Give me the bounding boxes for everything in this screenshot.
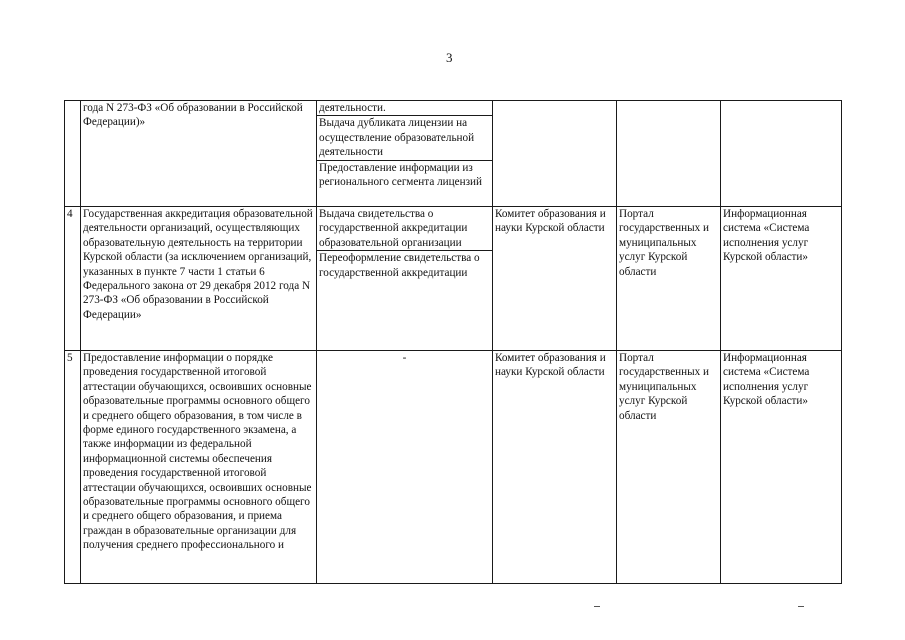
information-system: Информационная система «Система исполнения услуг Курской области» xyxy=(721,351,842,584)
subservice-item: Переоформление свидетельства о государственной аккредитации xyxy=(317,250,492,280)
table-row xyxy=(65,207,842,351)
responsible-organ xyxy=(493,101,617,207)
subservice-item: Выдача дубликата лицензии на осуществление образовательной деятельности xyxy=(317,115,492,159)
subservice-cell xyxy=(317,101,493,207)
portal-cell xyxy=(617,101,721,207)
page-number: 3 xyxy=(446,50,453,65)
subservice-cell xyxy=(317,207,493,351)
responsible-organ: Комитет образования и науки Курской области xyxy=(493,351,617,584)
subservice-item: деятельности. xyxy=(319,102,386,114)
services-table xyxy=(64,100,842,584)
subservice-item: Предоставление информации из регионального сегмента лицензий xyxy=(317,160,492,190)
service-name: года N 273-ФЗ «Об образовании в Российской Федерации)» xyxy=(81,101,317,207)
row-number xyxy=(65,101,81,207)
row-number: 4 xyxy=(65,207,81,351)
scan-speck xyxy=(798,606,804,607)
portal-cell: Портал государственных и муниципальных услуг Курской области xyxy=(617,351,721,584)
subservice-item: Выдача свидетельства о государственной аккредитации образовательной организации xyxy=(319,208,468,249)
scan-speck xyxy=(594,606,600,607)
subservice-dash: - xyxy=(317,351,493,584)
portal-cell: Портал государственных и муниципальных услуг Курской области xyxy=(617,207,721,351)
service-name: Государственная аккредитация образовательной деятельности организаций, осуществляющих образовательную деятельность на территории Курской области (за исключением организаций, указанных в пункте 7 части 1 статьи 6 Федерального закона от 29 декабря 2012 года N 273-ФЗ «Об образовании в Российской Федерации» xyxy=(81,207,317,351)
service-name: Предоставление информации о порядке проведения государственной итоговой аттестации обучающихся, освоивших основные образовательные программы основного общего и среднего общего образования, в том числе в форме единого государственного экзамена, а также информации из федеральной информационной системы обеспечения проведения государственной итоговой аттестации обучающихся, освоивших основные образовательные программы основного общего и среднего общего образования, и приема граждан в образовательные организации для получения среднего профессионального и xyxy=(81,351,317,584)
table-row xyxy=(65,101,842,207)
row-number: 5 xyxy=(65,351,81,584)
table-row xyxy=(65,351,842,584)
responsible-organ: Комитет образования и науки Курской области xyxy=(493,207,617,351)
information-system: Информационная система «Система исполнения услуг Курской области» xyxy=(721,207,842,351)
information-system xyxy=(721,101,842,207)
